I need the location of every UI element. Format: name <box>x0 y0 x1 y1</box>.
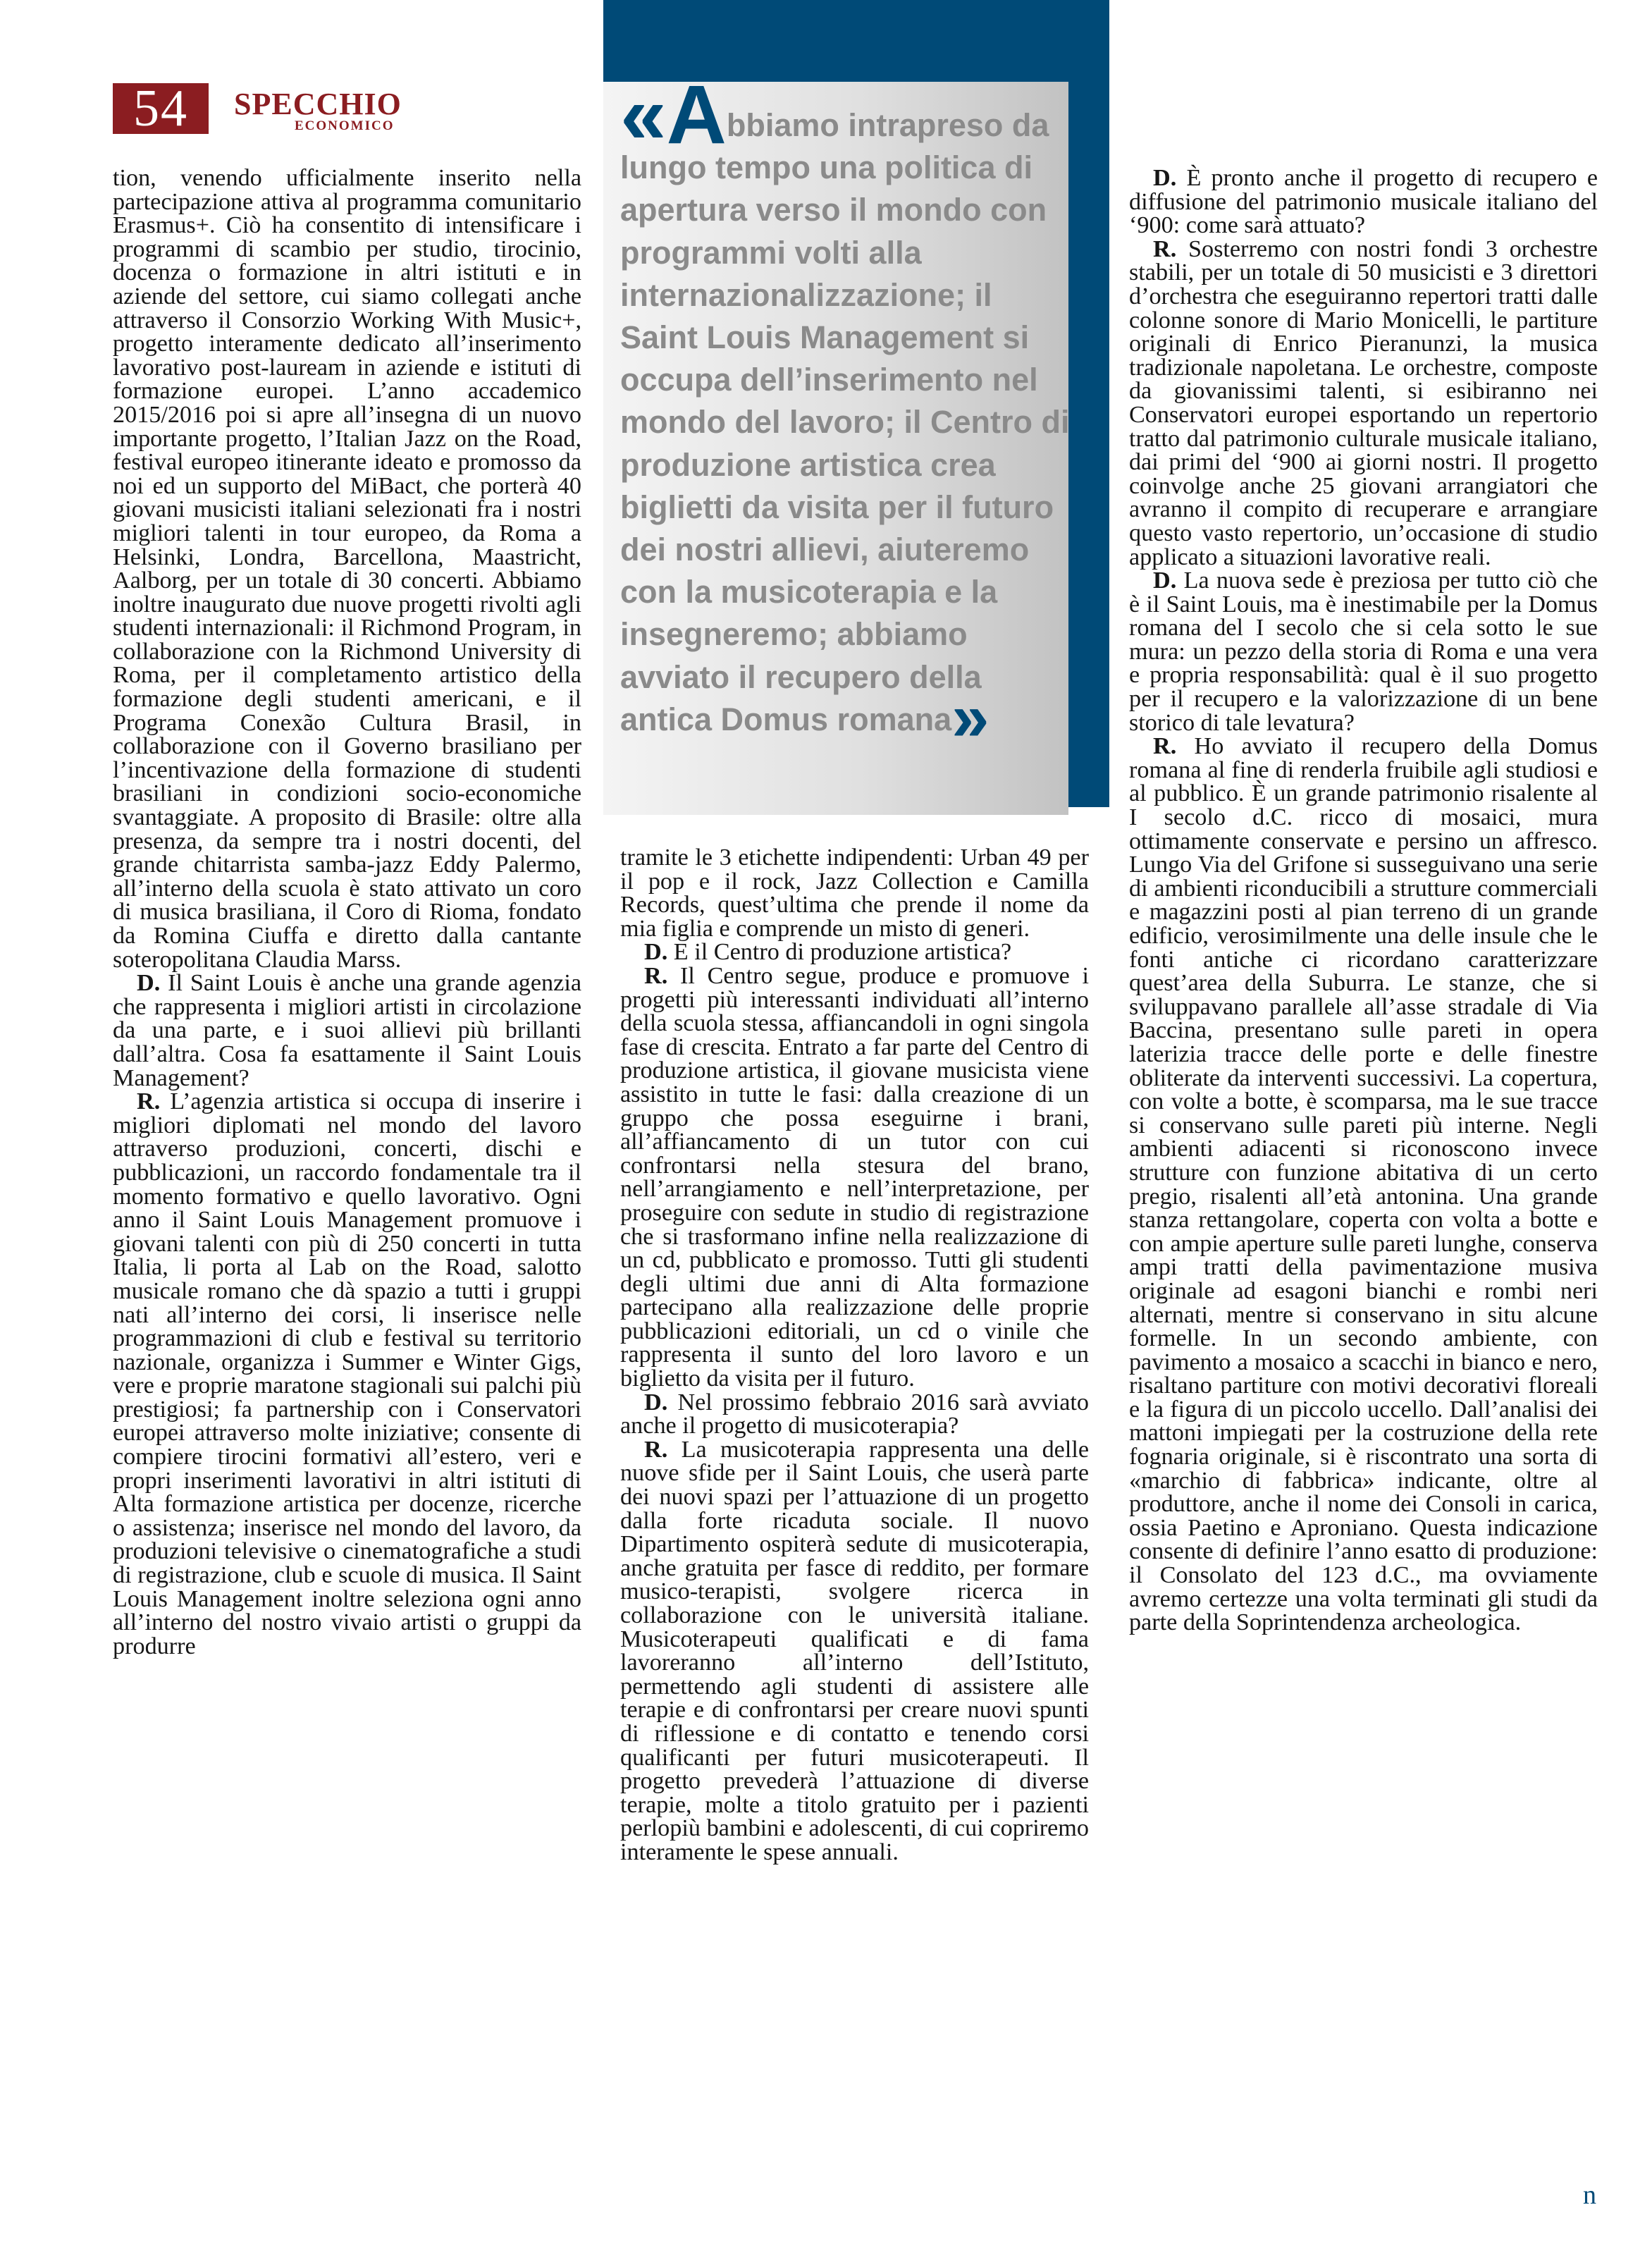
end-of-article-mark: n <box>1583 2180 1596 2210</box>
answer-text: Sosterremo con nostri fondi 3 orchestre stabili, per un totale di 50 musicisti e 3 direttori d’orchestra che eseguiranno repertori tratti dalle colonne sonore di Mario Monicelli, le partiture originali di Enrico Pieranunzi, la musica tradizionale napoletana. Le orchestre, composte da giovanissimi talenti, si esibiranno nei Conservatori europei esportando un repertorio tratto dal patrimonio culturale musicale italiano, dai primi del ‘900 ai giorni nostri. Il progetto coinvolge anche 25 giovani arrangiatori che avranno il compito di recuperare e arrangiare questo vasto repertorio, un’occasione di studio applicato a situazioni lavorative reali. <box>1129 235 1598 570</box>
question-label: D. <box>644 1389 668 1415</box>
question-text: Il Saint Louis è anche una grande agenzia che rappresenta i migliori artisti in circolazione da una parte, e i suoi allievi più brillanti dall’altra. Cosa fa esattamente il Saint Louis Management? <box>113 970 581 1091</box>
pull-quote-close-mark: » <box>951 679 990 755</box>
answer-label: R. <box>644 1436 668 1463</box>
answer <box>620 1438 1089 1865</box>
answer-text: L’agenzia artistica si occupa di inserire i migliori diplomati nel mondo del lavoro attraverso produzioni, concerti, dischi e pubblicazioni, un raccordo fondamentale tra il momento formativo e quello lavorativo. Ogni anno il Saint Louis Management promuove i giovani talenti con più di 250 concerti in tutta Italia, li porta al Lab on the Road, salotto musicale romano che dà spazio a tutti i gruppi nati all’interno dei corsi, li inserisce nelle programmazioni di club e festival su territorio nazionale, organizza i Summer e Winter Gigs, vere e proprie maratone stagionali sui palchi più prestigiosi; fa partnership con i Conservatori europei attraverso molte iniziative; consente di compiere tirocini formativi all’estero, veri e propri inserimenti lavorativi in altri istituti di Alta formazione artistica per docenze, ricerche o assistenza; inserisce nel mondo del lavoro, da produzioni televisive o cinematografiche a studi di registrazione, club e scuole di musica. Il Saint Louis Management inoltre seleziona ogni anno all’interno del nostro vivaio artisti o gruppi da produrre <box>113 1088 581 1659</box>
question <box>1129 166 1598 238</box>
answer <box>113 1090 581 1658</box>
magazine-subtitle: ECONOMICO <box>295 118 395 133</box>
text-column-1 <box>113 166 581 1658</box>
answer-text: Ho avviato il recupero della Domus romana al fine di renderla fruibile agli studiosi e al pubblico. È un grande patrimonio risalente al I secolo d.C. ricco di mosaici, mura ottimamente conservate e persino un affresco. Lungo Via del Grifone si susseguivano una serie di ambienti riconducibili a strutture commerciali e magazzini posti al pian terreno di un grande edificio, verosimilmente una delle insule che le fonti antiche ci ricordano caratterizzare quest’area della Suburra. Le stanze, che si sviluppavano parallele all’asse stradale di Via Baccina, presentano sulle pareti in opera laterizia tracce delle porte e delle finestre obliterate da interventi successivi. La copertura, con volte a botte, è scomparsa, ma le sue tracce si conservano sulle pareti più interne. Negli ambienti adiacenti si riconoscono invece strutture con funzione abitativa di un certo pregio, risalenti all’età antonina. Una grande stanza rettangolare, coperta con volta a botte e con ampie aperture sulle pareti lunghe, conserva ampi tratti della pavimentazione musiva originale ad esagoni bianchi e rombi neri alternati, mentre si conservano in situ alcune formelle. In un secondo ambiente, con pavimento a mosaico a scacchi in bianco e nero, risaltano partiture con motivi decorativi floreali e la figura di un piccolo uccello. Dall’analisi dei mattoni impiegati per la costruzione della rete fognaria originale, si è riscontrato una sorta di «marchio di fabbrica» indicante, oltre al produttore, anche il nome dei Consoli in carica, ossia Paetino e Aproniano. Questa indicazione consente di definire l’anno esatto di produzione: il Consolato del 123 d.C., ma ovviamente avremo certezze una volta terminati gli studi da parte della Soprintendenza archeologica. <box>1129 733 1598 1636</box>
question-label: D. <box>137 970 161 997</box>
question-text: Nel prossimo febbraio 2016 sarà avviato anche il progetto di musicoterapia? <box>620 1389 1089 1439</box>
pull-quote-text: bbiamo intrapreso da lungo tempo una politica di apertura verso il mondo con programmi volti alla internazionalizzazione; il Saint Louis Management si occupa dell’inserimento nel mondo del lavoro; il Centro di produzione artistica crea biglietti da visita per il futuro dei nostri allievi, aiuteremo con la musicoterapia e la insegneremo; abbiamo avviato il recupero della antica Domus romana <box>620 107 1070 737</box>
text-column-3 <box>1129 166 1598 1635</box>
answer-label: R. <box>137 1088 161 1115</box>
answer-label: R. <box>1153 235 1177 262</box>
paragraph <box>620 846 1089 940</box>
question-label: D. <box>1153 165 1177 191</box>
text-column-2 <box>620 846 1089 1865</box>
paragraph-text: tion, venendo ufficialmente inserito nella partecipazione attiva al programma comunitario Erasmus+. Ciò ha consentito di intensificare i programmi di scambio per studio, tirocinio, docenza o formazione in altri istituti e in aziende del settore, cui siamo collegati anche attraverso il Consorzio Working With Music+, progetto interamente dedicato all’inserimento lavorativo post-lauream in aziende e istituti di formazione europei. L’anno accademico 2015/2016 poi si apre all’insegna di un nuovo importante progetto, l’Italian Jazz on the Road, festival europeo itinerante ideato e promosso da noi ed un supporto del MiBact, che porterà 40 giovani musicisti italiani selezionati fra i nostri migliori talenti in tour europeo, da Roma a Helsinki, Londra, Barcellona, Maastricht, Aalborg, per un totale di 30 concerti. Abbiamo inoltre inaugurato due nuove progetti rivolti agli studenti internazionali: il Richmond Program, in collaborazione con la Richmond University di Roma, per il completamento artistico della formazione degli studenti americani, e il Programa Conexão Cultura Brasil, in collaborazione con il Governo brasiliano per l’incentivazione della formazione di studenti brasiliani in condizioni socio-economiche svantaggiate. A proposito di Brasile: oltre alla presenza, da sempre tra i nostri docenti, del grande chitarrista samba-jazz Eddy Palermo, all’interno della scuola è stato attivato un coro di musica brasiliana, il Coro di Rioma, fondato da Romina Ciuffa e diretto dalla cantante soteropolitana Claudia Marss. <box>113 165 581 973</box>
paragraph <box>113 166 581 971</box>
page-number: 54 <box>113 83 209 134</box>
magazine-name: SPECCHIO <box>234 87 402 121</box>
answer-label: R. <box>644 962 668 989</box>
paragraph-text: tramite le 3 etichette indipendenti: Urban 49 per il pop e il rock, Jazz Collection e Camilla Records, quest’ultima che prende il nome da mia figlia e comprende un misto di generi. <box>620 844 1089 942</box>
pull-quote-open-mark: « <box>620 68 667 161</box>
question-text: E il Centro di produzione artistica? <box>673 939 1012 966</box>
question-text: È pronto anche il progetto di recupero e diffusione del patrimonio musicale italiano del ‘900: come sarà attuato? <box>1129 165 1598 239</box>
question-text: La nuova sede è preziosa per tutto ciò che è il Saint Louis, ma è inestimabile per la Domus romana del I secolo che si cela sotto le sue mura: un pezzo della storia di Roma e una vera e propria responsabilità: qual è il suo progetto per il recupero e la valorizzazione di un bene storico di tale levatura? <box>1129 567 1598 736</box>
question <box>620 940 1089 964</box>
answer-text: Il Centro segue, produce e promuove i progetti più interessanti individuati all’interno della scuola stessa, affiancandoli in ogni singola fase di crescita. Entrato a far parte del Centro di produzione artistica, il giovane musicista viene assistito in tutte le fasi: dalla creazione di un gruppo che possa eseguirne i brani, all’affiancamento di un tutor con cui confrontarsi nella stesura del brano, nell’arrangiamento e nell’interpretazione, per proseguire con sedute in studio di registrazione che si trasformano infine nella realizzazione di un cd, pubblicato e promosso. Tutti gli studenti degli ultimi due anni di Alta formazione partecipano alla realizzazione delle proprie pubblicazioni editoriali, un cd o vinile che rappresenta il sunto del loro lavoro e un biglietto da visita per il futuro. <box>620 962 1089 1392</box>
pull-quote <box>620 68 1071 755</box>
question <box>620 1391 1089 1438</box>
answer <box>1129 235 1598 570</box>
question-label: D. <box>1153 567 1177 594</box>
answer-text: La musicoterapia rappresenta una delle nuove sfide per il Saint Louis, che userà parte dei nuovi spazi per l’attuazione di un progetto dalla forte ricaduta sociale. Il nuovo Dipartimento ospiterà sedute di musicoterapia, anche gratuita per fasce di reddito, per formare musico-terapisti, svolgere ricerca in collaborazione con le università italiane. Musicoterapeuti qualificati e di fama lavoreranno all’interno dell’Istituto, permettendo agli studenti di assistere alle terapie e di confrontarsi per creare nuovi spunti di riflessione e di contatto e tenendo corsi qualificanti per futuri musicoterapeuti. Il progetto prevederà l’attuazione di diverse terapie, molte a titolo gratuito per i pazienti perlopiù bambini e adolescenti, di cui copriremo interamente le spese annuali. <box>620 1436 1090 1865</box>
answer-label: R. <box>1153 733 1177 760</box>
answer <box>1129 735 1598 1635</box>
answer <box>620 964 1089 1391</box>
question <box>113 971 581 1090</box>
question <box>1129 569 1598 735</box>
question-label: D. <box>644 939 668 966</box>
pull-quote-drop-letter: A <box>666 68 727 161</box>
